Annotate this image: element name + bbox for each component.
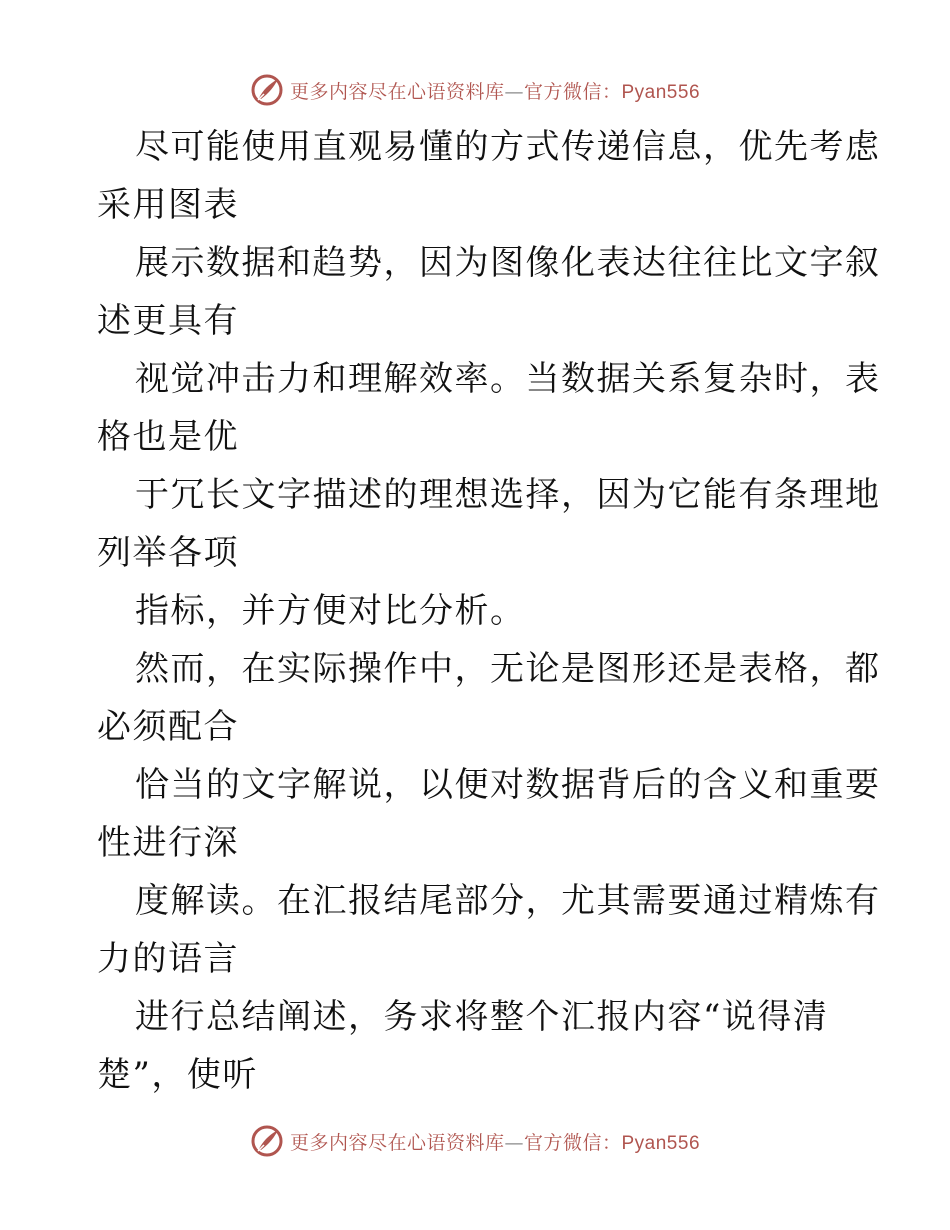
body-line: 然而，在实际操作中，无论是图形还是表格，都	[135, 649, 881, 689]
watermark-wechat-id: Pyan556	[621, 1132, 701, 1154]
body-line: 必须配合	[97, 707, 239, 747]
watermark-dash: —	[504, 80, 524, 103]
body-text	[97, 118, 881, 1104]
body-line: 力的语言	[97, 939, 239, 979]
body-line: 性进行深	[97, 823, 239, 863]
footer-watermark	[0, 1121, 950, 1161]
body-line: 恰当的文字解说，以便对数据背后的含义和重要	[135, 765, 881, 805]
body-line: 述更具有	[97, 301, 239, 341]
watermark-text	[290, 77, 700, 104]
watermark-dash: —	[504, 1131, 524, 1154]
watermark-wechat-id: Pyan556	[621, 81, 701, 103]
body-line: 列举各项	[97, 533, 239, 573]
watermark-wechat-label: 官方微信：	[523, 1131, 622, 1154]
header-watermark	[0, 70, 950, 110]
body-line: 于冗长文字描述的理想选择，因为它能有条理地	[135, 475, 881, 515]
body-line: 楚”，使听	[97, 1055, 258, 1095]
watermark-wechat-label: 官方微信：	[523, 80, 622, 103]
feather-quill-icon	[250, 73, 284, 107]
watermark-text	[290, 1128, 700, 1155]
body-line: 指标，并方便对比分析。	[135, 591, 526, 631]
body-line: 进行总结阐述，务求将整个汇报内容“说得清	[135, 997, 829, 1037]
body-line: 度解读。在汇报结尾部分，尤其需要通过精炼有	[135, 881, 881, 921]
feather-quill-icon	[250, 1124, 284, 1158]
body-line: 视觉冲击力和理解效率。当数据关系复杂时，表	[135, 359, 881, 399]
watermark-site-name: 更多内容尽在心语资料库	[289, 1131, 505, 1154]
body-line: 采用图表	[97, 185, 239, 225]
body-line: 尽可能使用直观易懂的方式传递信息，优先考虑	[135, 127, 881, 167]
body-line: 展示数据和趋势，因为图像化表达往往比文字叙	[135, 243, 881, 283]
body-line: 格也是优	[97, 417, 239, 457]
watermark-site-name: 更多内容尽在心语资料库	[289, 80, 505, 103]
